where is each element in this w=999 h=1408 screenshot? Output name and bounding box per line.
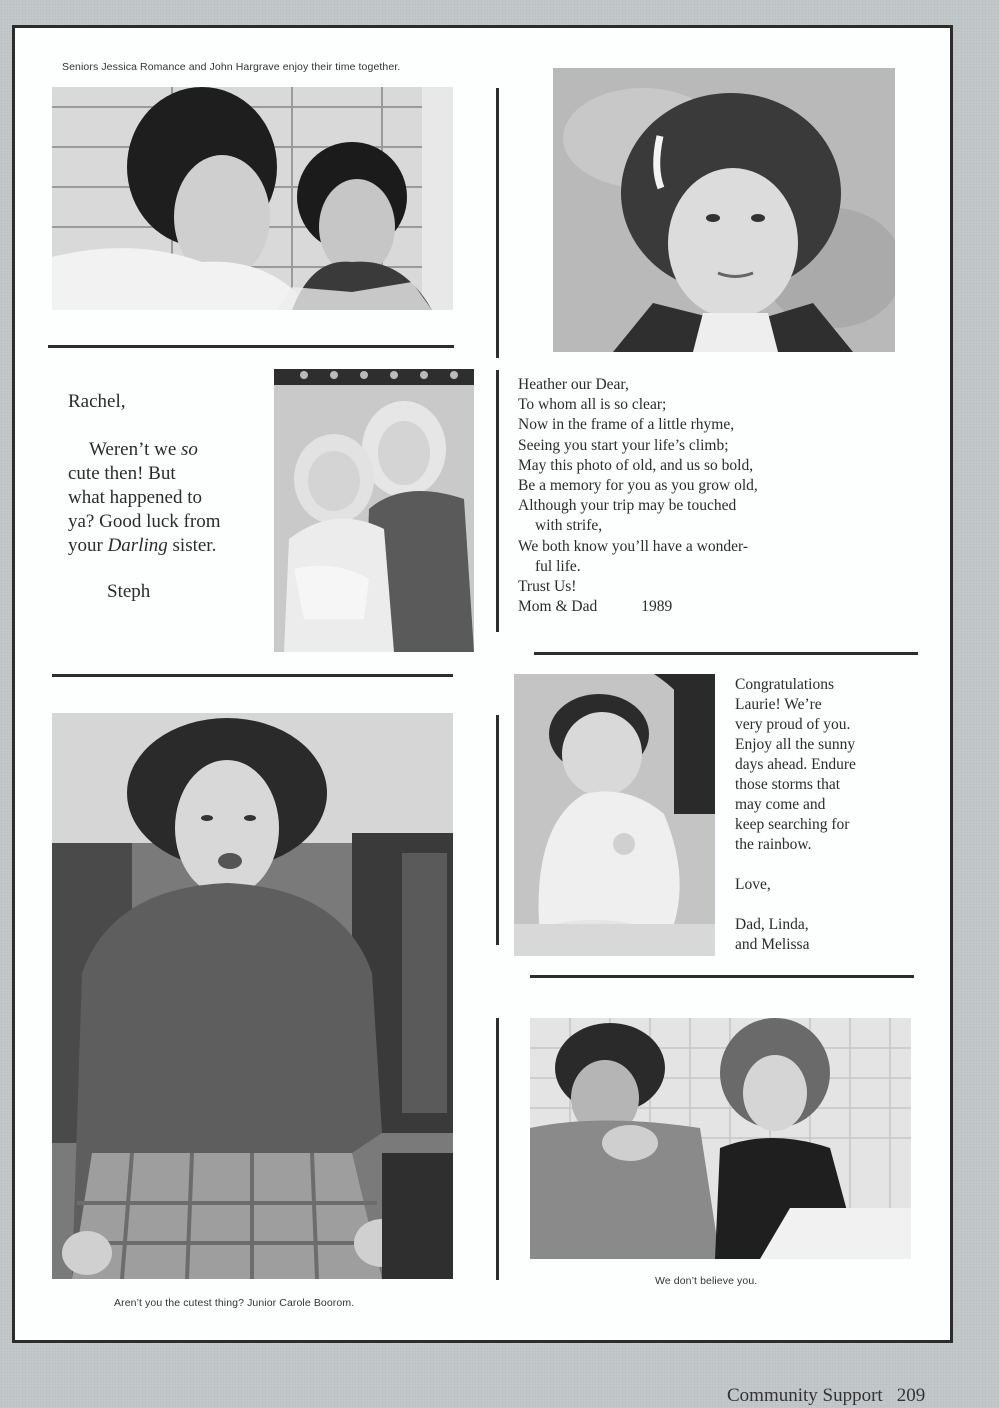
section-title: Community Support: [727, 1385, 883, 1406]
poem-line: To whom all is so clear;: [518, 396, 667, 414]
laurie-message: [735, 675, 856, 955]
rachel-text: Weren’t we: [89, 439, 182, 460]
caption-seniors: Seniors Jessica Romance and John Hargrave enjoy their time together.: [62, 61, 401, 73]
laurie-signature: and Melissa: [735, 936, 810, 953]
photo-pair-sitting: [530, 1018, 911, 1259]
horizontal-rule: [52, 674, 453, 677]
rachel-emphasis: so: [181, 439, 198, 460]
poem-line: Although your trip may be touched: [518, 497, 737, 515]
poem-signature: Mom & Dad: [518, 598, 598, 616]
rachel-greeting: Rachel,: [68, 391, 126, 412]
poem-line: Now in the frame of a little rhyme,: [518, 416, 735, 434]
page-number: 209: [896, 1385, 926, 1406]
rachel-line: what happened to: [68, 487, 203, 508]
poem-line: Trust Us!: [518, 578, 577, 596]
photo-laurie-baby: [514, 674, 715, 956]
laurie-line: very proud of you.: [735, 716, 851, 733]
page-footer: [727, 1385, 925, 1407]
laurie-closing: Love,: [735, 876, 771, 893]
poem-line: with strife,: [535, 517, 603, 535]
photo-seniors-couple: [52, 87, 453, 310]
photo-carole-boorom: [52, 713, 453, 1279]
laurie-line: Laurie! We’re: [735, 696, 822, 713]
rachel-message: [68, 390, 220, 604]
rachel-line: [68, 534, 220, 558]
photo-heather-child: [553, 68, 895, 352]
vertical-divider: [496, 370, 499, 632]
laurie-signature: Dad, Linda,: [735, 916, 809, 933]
rachel-text: sister.: [167, 535, 217, 556]
rachel-emphasis: Darling: [107, 535, 168, 556]
laurie-line: days ahead. Endure: [735, 756, 856, 773]
vertical-divider: [496, 1018, 499, 1280]
caption-carole: Aren’t you the cutest thing? Junior Carole Boorom.: [114, 1297, 355, 1309]
laurie-line: Enjoy all the sunny: [735, 736, 856, 753]
laurie-line: the rainbow.: [735, 836, 812, 853]
poem-line: ful life.: [535, 557, 581, 575]
heather-poem: [518, 375, 758, 617]
rachel-line: ya? Good luck from: [68, 511, 221, 532]
poem-line: Seeing you start your life’s climb;: [518, 436, 729, 454]
laurie-line: keep searching for: [735, 816, 850, 833]
rachel-line: cute then! But: [68, 463, 176, 484]
poem-signature-line: [518, 597, 758, 617]
horizontal-rule: [48, 345, 454, 348]
laurie-line: may come and: [735, 796, 826, 813]
laurie-line: Congratulations: [735, 676, 835, 693]
poem-line: We both know you’ll have a wonder-: [518, 537, 749, 555]
poem-line: May this photo of old, and us so bold,: [518, 456, 754, 474]
photo-rachel-sisters: [274, 369, 474, 652]
horizontal-rule: [534, 652, 918, 655]
rachel-signature: Steph: [107, 581, 151, 602]
horizontal-rule: [530, 975, 914, 978]
vertical-divider: [496, 715, 499, 945]
poem-line: Be a memory for you as you grow old,: [518, 477, 758, 495]
poem-year: 1989: [641, 598, 673, 616]
poem-line: Heather our Dear,: [518, 376, 629, 393]
laurie-line: those storms that: [735, 776, 841, 793]
caption-we-dont-believe: We don’t believe you.: [655, 1275, 758, 1287]
rachel-line: [68, 438, 220, 462]
rachel-text: your: [68, 535, 108, 556]
vertical-divider: [496, 88, 499, 358]
